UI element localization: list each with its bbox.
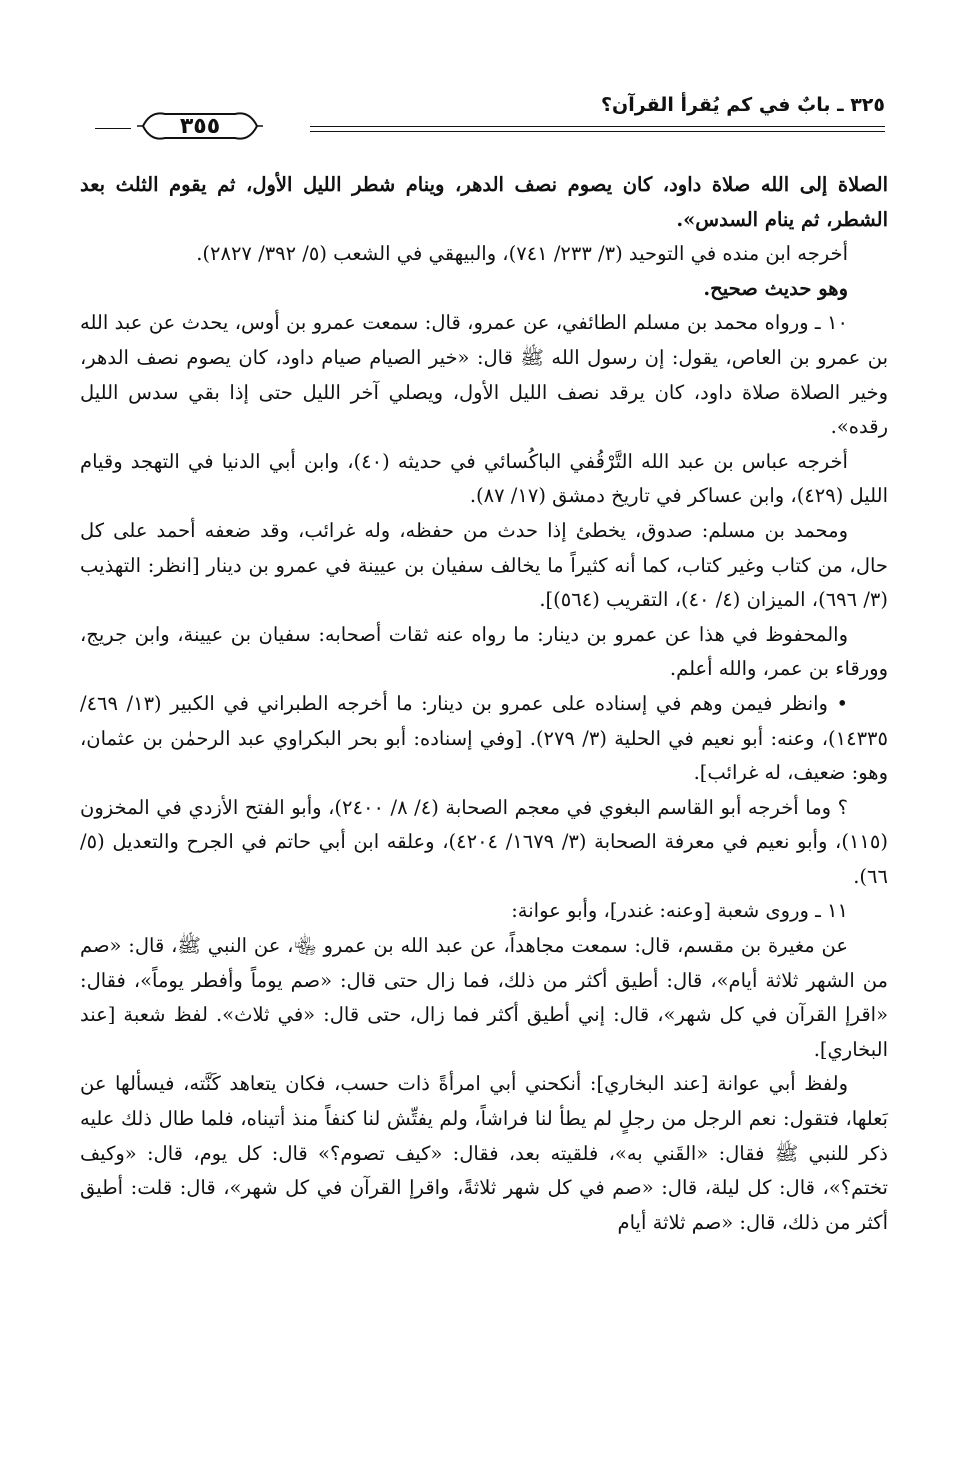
header-rule — [310, 126, 885, 127]
page-header — [95, 88, 885, 148]
paragraph: وهو حديث صحيح. — [703, 276, 848, 300]
paragraph: أخرجه عباس بن عبد الله التَّرْقُفي الباكُسائي في حديثه (٤٠)، وابن أبي الدنيا في التهجد وقيام الليل (٤٢٩)، وابن عساكر في تاريخ دمشق (١٧/ ٨٧). — [80, 449, 888, 508]
paragraph: ولفظ أبي عوانة [عند البخاري]: أنكحني أبي امرأةً ذات حسب، فكان يتعاهد كَنَّته، فيسألها عن بَعلها، فتقول: نعم الرجل من رجلٍ لم يطأ لنا فراشاً، ولم يفتِّش لنا كنفاً منذ أتيناه، فلما طال ذلك عليه ذكر للنبي ﷺ فقال: «القَني به»، فلقيته بعد، فقال: «كيف تصوم؟» قال: كل يوم، قال: «وكيف تختم؟»، قال: كل ليلة، قال: «صم في كل شهر ثلاثةً، واقرإ القرآن في كل شهر»، قال: قلت: أطيق أكثر من ذلك، قال: «صم ثلاثة أيام — [80, 1072, 888, 1234]
paragraph: أخرجه ابن منده في التوحيد (٣/ ٢٣٣/ ٧٤١)، والبيهقي في الشعب (٥/ ٣٩٢/ ٢٨٢٧). — [196, 242, 848, 266]
paragraph: ؟ وما أخرجه أبو القاسم البغوي في معجم الصحابة (٤/ ٨/ ٢٤٠٠)، وأبو الفتح الأزدي في المخزون (١١٥)، وأبو نعيم في معرفة الصحابة (٣/ ١٦٧٩/ ٤٢٠٤)، وعلقه ابن أبي حاتم في الجرح والتعديل (٥/ ٦٦). — [80, 795, 888, 888]
paragraph: • وانظر فيمن وهم في إسناده على عمرو بن دينار: ما أخرجه الطبراني في الكبير (١٣/ ٤٦٩/ ١٤٣٣٥)، وعنه: أبو نعيم في الحلية (٣/ ٢٧٩). [وفي إسناده: أبو بحر البكراوي عبد الرحمٰن بن عثمان، وهو: ضعيف، له غرائب]. — [80, 691, 888, 785]
paragraph: ١١ ـ وروى شعبة [وعنه: غندر]، وأبو عوانة: — [511, 899, 848, 923]
paragraph: عن مغيرة بن مقسم، قال: سمعت مجاهداً، عن عبد الله بن عمرو ﵄، عن النبي ﷺ، قال: «صم من الشهر ثلاثة أيام»، قال: أطيق أكثر من ذلك، فما زال حتى قال: «صم يوماً وأفطر يوماً»، فقال: «اقرإ القرآن في كل شهر»، قال: إني أطيق أكثر فما زال، حتى قال: «في ثلاث». لفظ شعبة [عند البخاري]. — [80, 934, 888, 1061]
header-rule-left — [95, 128, 131, 129]
page-number: ٣٥٥ — [179, 113, 221, 139]
header-rule-thin — [310, 131, 885, 132]
page-body — [80, 168, 888, 1240]
paragraph: ١٠ ـ ورواه محمد بن مسلم الطائفي، عن عمرو، قال: سمعت عمرو بن أوس، يحدث عن عبد الله بن عمرو بن العاص، يقول: إن رسول الله ﷺ قال: «خير الصيام صيام داود، كان يصوم نصف الدهر، وخير الصلاة صلاة داود، كان يرقد نصف الليل الأول، ويصلي آخر الليل حتى إذا بقي سدس الليل رقده». — [80, 311, 888, 439]
paragraph: ومحمد بن مسلم: صدوق، يخطئ إذا حدث من حفظه، وله غرائب، وقد ضعفه أحمد على كل حال، من كتاب وغير كتاب، كما أنه كثيراً ما يخالف سفيان بن عيينة في عمرو بن دينار [انظر: التهذيب (٣/ ٦٩٦)، الميزان (٤/ ٤٠)، التقريب (٥٦٤)]. — [80, 518, 888, 612]
paragraph: الصلاة إلى الله صلاة داود، كان يصوم نصف الدهر، وينام شطر الليل الأول، ثم يقوم الثلث بعد الشطر، ثم ينام السدس». — [80, 173, 888, 231]
chapter-title: ٣٢٥ ـ بابٌ في كم يُقرأ القرآن؟ — [601, 94, 885, 116]
paragraph: والمحفوظ في هذا عن عمرو بن دينار: ما رواه عنه ثقات أصحابه: سفيان بن عيينة، وابن جريج، وورقاء بن عمر، والله أعلم. — [80, 622, 888, 681]
